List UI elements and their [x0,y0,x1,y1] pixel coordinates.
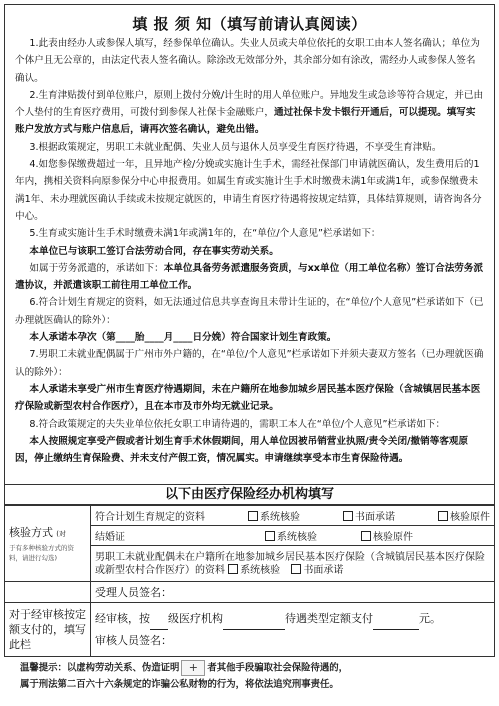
notice-item-3: 3.根据政策规定，男职工未就业配偶、失业人员与退休人员享受生育医疗待遇，不享受生育津贴。 [29,141,442,153]
checkbox-icon[interactable] [228,564,238,574]
notice-item-5-dispatch-lead: 如属于劳务派遣的，承诺如下： [29,262,164,274]
notice-item-7: 7.男职工未就业配偶属于广州市外户籍的，在“单位/个人意见”栏承诺如下并须夫妻双方签名（已办理就医确认的除外）： [15,349,484,378]
checkbox-icon[interactable] [248,511,258,521]
warning-prefix: 温馨提示：以虚构劳动关系、伪造证明 [20,662,180,674]
checkbox-icon[interactable] [343,511,353,521]
audit-mid2: 待遇类型定额支付 [285,611,373,625]
plus-button[interactable]: + [181,660,205,676]
audit-prefix: 经审核，按 [95,611,150,625]
option-written-promise-3[interactable] [291,564,343,577]
verify-row-1 [91,506,495,526]
option-label: 核验原件 [450,512,490,523]
audit-mid: 级医疗机构 [168,611,223,625]
notice-item-7-promise: 本人承诺未享受广州市生育医疗待遇期间，未在户籍所在地参加城乡居民基本医疗保险（含城镇居民基本医疗保险或新型农村合作医疗），且在本市及市外均无就业记录。 [15,383,481,413]
warning-line-2: 属于刑法第二百六十六条规定的诈骗公私财物的行为，将依法追究刑事责任。 [20,678,339,690]
treatment-type-blank[interactable] [223,615,285,630]
verify-row-3-label: 男职工未就业配偶未在户籍所在地参加城乡居民基本医疗保险（含城镇居民基本医疗保险或新型农村合作医疗）的资料 [95,551,485,576]
option-label: 书面承诺 [355,512,395,523]
audit-cell [91,603,495,657]
notice-item-6-promise: 本人承诺本孕次（第____胎____月____日分娩）符合国家计划生育政策。 [29,332,337,344]
warning-suffix: 者其他手段骗取社会保险待遇的， [207,662,349,674]
option-system-verify-3[interactable] [228,564,280,577]
notice-item-5-dispatch-bold: 本单位具备劳务派遣服务资质，与xx单位（用工单位名称）签订合法劳务派遣协议，并派遣该职工前往用工单位工作。 [15,262,484,292]
empty-label-cell [5,582,91,603]
verify-row-3 [91,546,495,582]
verify-row-2 [91,526,495,546]
option-system-verify-2[interactable] [265,528,361,543]
option-label: 系统核验 [260,512,300,523]
section-title: 以下由医疗保险经办机构填写 [4,484,495,505]
agency-form-table [4,505,495,657]
checkbox-icon[interactable] [361,531,371,541]
notice-item-5: 5.生育或实施计生手术时缴费未满1年或满1年的，在“单位/个人意见”栏承诺如下： [29,228,381,240]
notice-item-6: 6.符合计划生育规定的资料，如无法通过信息共享查询且未带计生证的，在“单位/个人意见”栏承诺如下（已办理就医确认的除外）： [15,297,484,326]
reviewer-sign-cell[interactable] [91,582,495,603]
notice-item-4: 4.如您参保缴费超过一年，且异地产检/分娩或实施计生手术，需经社保部门申请就医确认，发生费用后的1年内，携相关资料向原参保分中心申报费用。如属生育或实施计生手术时缴费未满1年或满1年，或参保缴费未满1年、未办理就医确认手续或未按规定就医的，申请生育医疗待遇将按规定结算，具体结算规则，请咨询各分中心。 [15,159,482,222]
verify-method-label: 核验方式 [9,526,53,539]
special-label: 对于经审核按定额支付的，填写此栏 [5,603,91,657]
auditor-sign[interactable]: 审核人员签名： [95,633,172,647]
checkbox-icon[interactable] [265,531,275,541]
option-label: 系统核验 [240,564,281,576]
audit-line [95,608,490,630]
verify-method-cell [5,506,91,582]
notice-item-2 [15,87,484,139]
notice-item-5-promise: 本单位已与该职工签订合法劳动合同，存在事实劳动关系。 [29,245,279,257]
option-original-verify-1[interactable] [438,508,490,523]
verify-method-note: 于有多种核验方式的资料，请进行勾选) [9,544,74,562]
warning-note [20,660,492,693]
option-written-promise-1[interactable] [343,508,395,523]
option-system-verify-1[interactable] [248,508,300,523]
option-label: 系统核验 [277,532,317,543]
reviewer-sign-label: 受理人员签名： [95,586,172,599]
warning-line-1 [20,660,492,677]
notice-item-5-dispatch [15,260,484,295]
audit-suffix: 元。 [419,611,441,625]
amount-blank[interactable] [373,615,419,630]
notice-item-2-bold: 通过社保卡发卡银行开通后，可以提现。填写实账户发放方式与账户信息后，请再次签名确认，避免出错。 [15,107,476,136]
notice-item-8-promise: 本人按照规定享受产假或者计划生育手术休假期间，用人单位因被吊销营业执照/责令关闭/撤销等客观原因，停止缴纳生育保险费、并未支付产假工资，情况属实。申请继续享受本市生育保险待遇。 [15,435,469,465]
hospital-level-blank[interactable] [150,615,168,630]
verify-method-paren: (对 [56,530,66,538]
notice-item-8: 8.符合政策规定的夫失业单位依托女职工申请待遇的，需职工本人在“单位/个人意见”栏承诺如下： [29,418,446,430]
notice-item-2-text: 2.生育津贴拨付到单位账户，原则上拨付分娩/计生时的用人单位账户。异地发生或急诊等符合规定，并已由个人垫付的生育医疗费用，可拨付到参保人社保卡金融账户， [15,89,484,119]
notice-box [4,4,495,485]
checkbox-icon[interactable] [438,511,448,521]
option-label: 书面承诺 [303,564,344,576]
notice-item-1: 1.此表由经办人或参保人填写，经参保单位确认。失业人员或夫单位依托的女职工由本人签名确认；单位为个体户且无公章的，由法定代表人签名确认。除涂改无效部分外，其余部分如有涂改，需经办人或参保人签名确认。 [15,38,480,84]
verify-row-2-label: 结婚证 [95,532,125,543]
option-original-verify-2[interactable] [361,528,413,543]
notice-title: 填 报 须 知（填写前请认真阅读） [132,15,367,33]
verify-row-1-label: 符合计划生育规定的资料 [95,512,205,523]
option-label: 核验原件 [373,532,413,543]
checkbox-icon[interactable] [291,564,301,574]
notice-items [15,35,484,467]
